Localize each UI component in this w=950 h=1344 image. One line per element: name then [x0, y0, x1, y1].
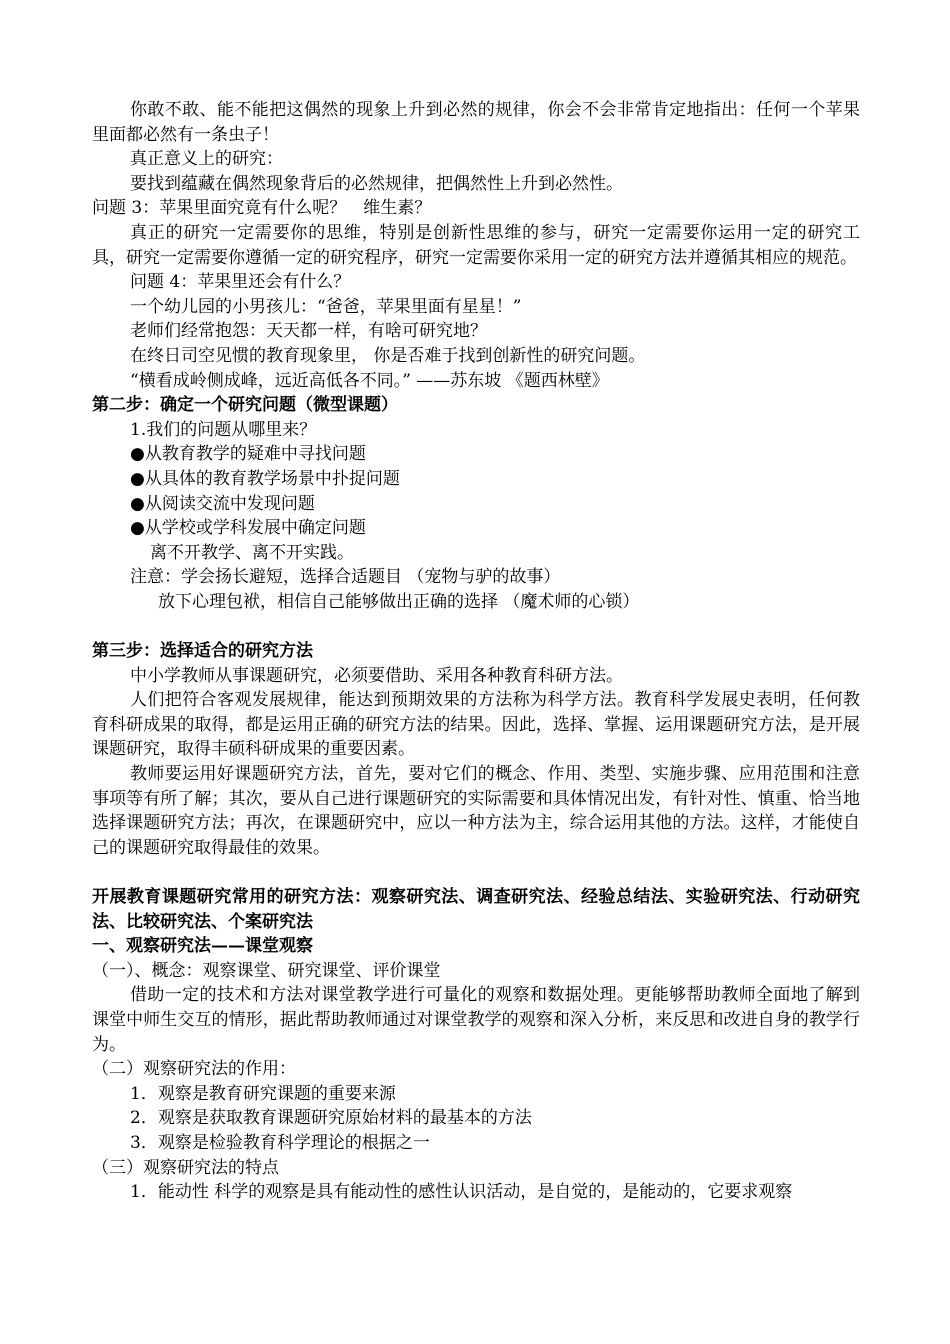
paragraph: 问题 4：苹果里还会有什么？ — [130, 272, 351, 293]
paragraph: 借助一定的技术和方法对课堂教学进行可量化的观察和数据处理。更能够帮助教师全面地了解到课堂中师生交互的情形，据此帮助教师通过对课堂教学的观察和深入分析，来反思和改进自身的教学行为。 — [92, 985, 860, 1055]
paragraph: 人们把符合客观发展规律，能达到预期效果的方法称为科学方法。教育科学发展史表明，任何教育科研成果的取得，都是运用正确的研究方法的结果。因此，选择、掌握、运用课题研究方法，是开展课题研究，取得丰硕科研成果的重要因素。 — [92, 690, 860, 760]
paragraph: 中小学教师从事课题研究，必须要借助、采用各种教育科研方法。 — [130, 665, 623, 686]
paragraph: 真正意义上的研究： — [130, 149, 283, 170]
paragraph: 1．观察是教育研究课题的重要来源 — [130, 1083, 396, 1104]
paragraph: 真正的研究一定需要你的思维，特别是创新性思维的参与，研究一定需要你运用一定的研究工具，研究一定需要你遵循一定的研究程序，研究一定需要你采用一定的研究方法并遵循其相应的规范。 — [92, 222, 860, 268]
paragraph: 放下心理包袱，相信自己能够做出正确的选择 （魔术师的心锁） — [158, 591, 640, 612]
paragraph: （一）、概念：观察课堂、研究课堂、评价课堂 — [92, 960, 441, 981]
paragraph: 注意：学会扬长避短，选择合适题目 （宠物与驴的故事） — [130, 567, 561, 588]
paragraph: 在终日司空见惯的教育现象里， 你是否难于找到创新性的研究问题。 — [130, 345, 646, 366]
section-heading: 开展教育课题研究常用的研究方法：观察研究法、调查研究法、经验总结法、实验研究法、行动研究法、比较研究法、个案研究法 — [92, 887, 860, 932]
paragraph: 你敢不敢、能不能把这偶然的现象上升到必然的规律，你会不会非常肯定地指出：任何一个苹果里面都必然有一条虫子！ — [92, 100, 860, 145]
paragraph: ●从阅读交流中发现问题 — [130, 493, 315, 514]
paragraph: 3．观察是检验教育科学理论的根据之一 — [130, 1132, 430, 1153]
paragraph: 老师们经常抱怨：天天都一样，有啥可研究地？ — [130, 321, 487, 342]
paragraph: 2．观察是获取教育课题研究原始材料的最基本的方法 — [130, 1108, 532, 1129]
paragraph: ●从教育教学的疑难中寻找问题 — [130, 444, 366, 465]
section-heading: 第二步：确定一个研究问题（微型课题） — [92, 395, 398, 416]
document-page — [92, 98, 860, 1205]
paragraph: 离不开教学、离不开实践。 — [150, 542, 354, 563]
blank-line — [92, 614, 860, 639]
paragraph: ●从具体的教育教学场景中扑捉问题 — [130, 468, 400, 489]
paragraph: 一个幼儿园的小男孩儿：“爸爸，苹果里面有星星！” — [130, 296, 522, 317]
paragraph: ●从学校或学科发展中确定问题 — [130, 518, 366, 539]
section-heading: 一、观察研究法——课堂观察 — [92, 936, 313, 957]
paragraph: 要找到蕴藏在偶然现象背后的必然规律，把偶然性上升到必然性。 — [130, 173, 623, 194]
paragraph: （二）观察研究法的作用： — [92, 1059, 296, 1080]
paragraph: （三）观察研究法的特点 — [92, 1157, 279, 1178]
paragraph: “横看成岭侧成峰，远近高低各不同。” ——苏东坡 《题西林壁》 — [130, 370, 609, 391]
blank-line — [92, 860, 860, 885]
paragraph: 1.我们的问题从哪里来？ — [130, 419, 317, 440]
paragraph: 1．能动性 科学的观察是具有能动性的感性认识活动，是自觉的，是能动的，它要求观察 — [130, 1182, 793, 1203]
paragraph: 问题 3：苹果里面究竟有什么呢？ 维生素？ — [92, 198, 432, 219]
section-heading: 第三步：选择适合的研究方法 — [92, 641, 313, 662]
paragraph: 教师要运用好课题研究方法，首先，要对它们的概念、作用、类型、实施步骤、应用范围和注意事项等有所了解；其次，要从自己进行课题研究的实际需要和具体情况出发，有针对性、慎重、恰当地选择课题研究方法；再次，在课题研究中，应以一种方法为主，综合运用其他的方法。这样，才能使自己的课题研究取得最佳的效果。 — [92, 764, 860, 858]
